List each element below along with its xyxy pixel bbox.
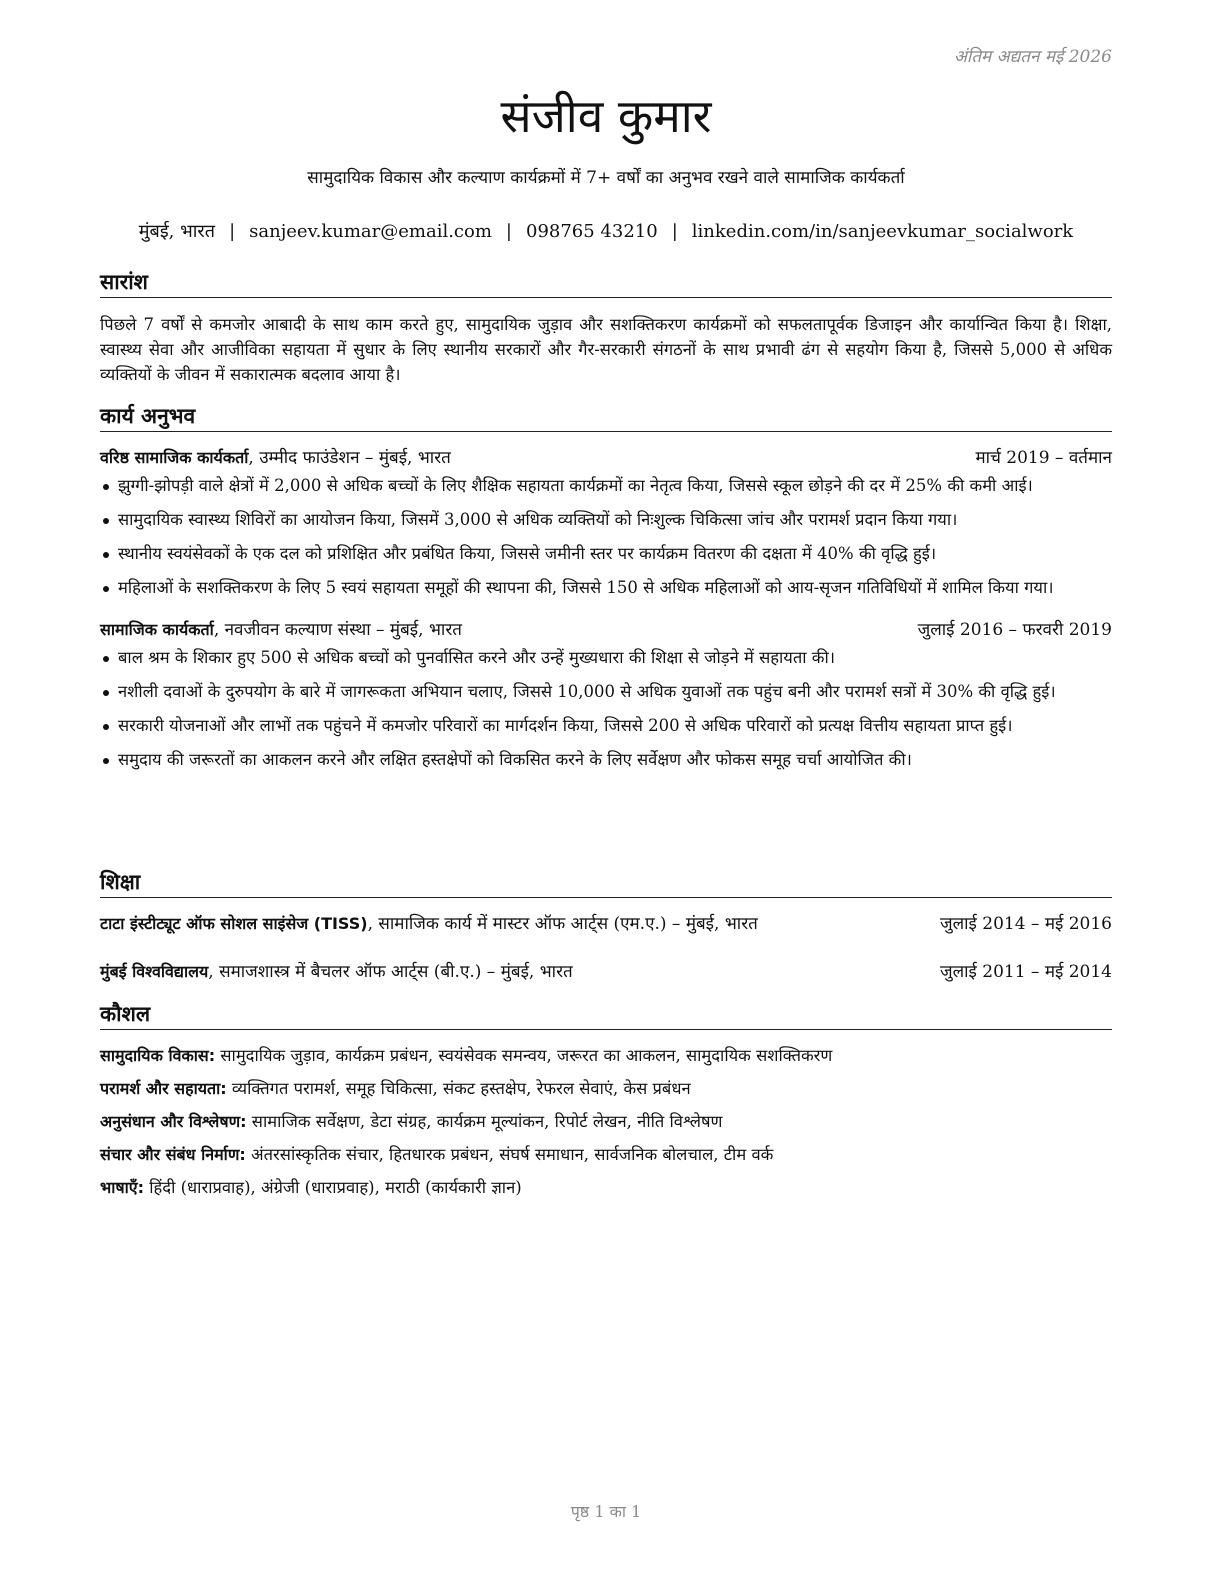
education-entry — [100, 960, 1112, 984]
education-dates: जुलाई 2014 – मई 2016 — [939, 914, 1112, 934]
section-title-skills: कौशल — [100, 1000, 1112, 1030]
education-section — [100, 868, 1112, 984]
skill-row — [100, 1143, 1112, 1167]
contact-email[interactable]: sanjeev.kumar@email.com — [249, 221, 492, 242]
section-title-experience: कार्य अनुभव — [100, 402, 1112, 432]
skill-label: परामर्श और सहायता: — [100, 1079, 227, 1098]
job-bullets — [100, 646, 1112, 772]
education-entry — [100, 912, 1112, 936]
skill-label: सामुदायिक विकास: — [100, 1046, 216, 1065]
job-bullet: सरकारी योजनाओं और लाभों तक पहुंचने में कमजोर परिवारों का मार्गदर्शन किया, जिससे 200 से अधिक परिवारों को प्रत्यक्ष वित्तीय सहायता प्राप्त हुई। — [100, 714, 1112, 738]
contact-linkedin[interactable]: linkedin.com/in/sanjeevkumar_socialwork — [691, 221, 1074, 242]
skill-row — [100, 1077, 1112, 1101]
job-header — [100, 446, 1112, 470]
education-institution: मुंबई विश्वविद्यालय — [100, 962, 209, 981]
skill-label: अनुसंधान और विश्लेषण: — [100, 1112, 247, 1131]
skill-value: अंतरसांस्कृतिक संचार, हितधारक प्रबंधन, संघर्ष समाधान, सार्वजनिक बोलचाल, टीम वर्क — [245, 1145, 774, 1164]
education-institution: टाटा इंस्टीट्यूट ऑफ सोशल साइंसेज (TISS) — [100, 914, 368, 933]
section-title-summary: सारांश — [100, 268, 1112, 298]
tagline: सामुदायिक विकास और कल्याण कार्यक्रमों में 7+ वर्षों का अनुभव रखने वाले सामाजिक कार्यकर्ता — [307, 168, 905, 188]
contact-phone: 098765 43210 — [526, 221, 658, 242]
skill-value: सामुदायिक जुड़ाव, कार्यक्रम प्रबंधन, स्वयंसेवक समन्वय, जरूरत का आकलन, सामुदायिक सशक्तिकरण — [215, 1046, 833, 1065]
job-dates: जुलाई 2016 – फरवरी 2019 — [917, 620, 1112, 640]
job-entry — [100, 618, 1112, 772]
resume-page — [100, 0, 1112, 1584]
education-dates: जुलाई 2011 – मई 2014 — [939, 962, 1112, 982]
skill-value: सामाजिक सर्वेक्षण, डेटा संग्रह, कार्यक्रम मूल्यांकन, रिपोर्ट लेखन, नीति विश्लेषण — [246, 1112, 723, 1131]
page-number: पृष्ठ 1 का 1 — [570, 1502, 642, 1521]
candidate-name: संजीव कुमार — [500, 89, 712, 143]
job-bullet: सामुदायिक स्वास्थ्य शिविरों का आयोजन किया, जिसमें 3,000 से अधिक व्यक्तियों को निःशुल्क चिकित्सा जांच और परामर्श प्रदान किया गया। — [100, 508, 1112, 532]
summary-section — [100, 268, 1112, 387]
education-inst-details — [100, 912, 758, 936]
contact-line — [100, 219, 1112, 245]
contact-separator: | — [229, 221, 236, 242]
job-bullet: नशीली दवाओं के दुरुपयोग के बारे में जागरूकता अभियान चलाए, जिससे 10,000 से अधिक युवाओं तक पहुंच बनी और परामर्श सत्रों में 30% की वृद्धि हुई। — [100, 680, 1112, 704]
skill-label: संचार और संबंध निर्माण: — [100, 1145, 246, 1164]
contact-separator: | — [505, 221, 512, 242]
skill-row — [100, 1044, 1112, 1068]
job-org: , नवजीवन कल्याण संस्था – मुंबई, भारत — [213, 620, 462, 640]
education-inst-details — [100, 960, 573, 984]
job-bullet: समुदाय की जरूरतों का आकलन करने और लक्षित हस्तक्षेपों को विकसित करने के लिए सर्वेक्षण और फोकस समूह चर्चा आयोजित की। — [100, 748, 1112, 772]
job-bullet: झुग्गी-झोपड़ी वाले क्षेत्रों में 2,000 से अधिक बच्चों के लिए शैक्षिक सहायता कार्यक्रमों का नेतृत्व किया, जिससे स्कूल छोड़ने की दर में 25% की कमी आई। — [100, 474, 1112, 498]
job-title: सामाजिक कार्यकर्ता — [100, 620, 214, 639]
last-updated: अंतिम अद्यतन मई 2026 — [953, 47, 1112, 67]
education-details: , समाजशास्त्र में बैचलर ऑफ आर्ट्स (बी.ए.) – मुंबई, भारत — [208, 962, 573, 982]
job-role-org — [100, 446, 451, 470]
job-bullet: महिलाओं के सशक्तिकरण के लिए 5 स्वयं सहायता समूहों की स्थापना की, जिससे 150 से अधिक महिलाओं को आय-सृजन गतिविधियों में शामिल किया गया। — [100, 576, 1112, 600]
job-title: वरिष्ठ सामाजिक कार्यकर्ता — [100, 448, 249, 467]
job-header — [100, 618, 1112, 642]
job-entry — [100, 446, 1112, 600]
job-dates: मार्च 2019 – वर्तमान — [975, 448, 1112, 468]
contact-separator: | — [671, 221, 678, 242]
skill-row — [100, 1176, 1112, 1200]
summary-text: पिछले 7 वर्षों से कमजोर आबादी के साथ काम करते हुए, सामुदायिक जुड़ाव और सशक्तिकरण कार्यक्रमों को सफलतापूर्वक डिजाइन और कार्यान्वित किया है। शिक्षा, स्वास्थ्य सेवा और आजीविका सहायता में सुधार के लिए स्थानीय सरकारों और गैर-सरकारी संगठनों के साथ प्रभावी ढंग से सहयोग किया है, जिससे 5,000 से अधिक व्यक्तियों के जीवन में सकारात्मक बदलाव आया है। — [100, 315, 1112, 384]
job-role-org — [100, 618, 462, 642]
skill-row — [100, 1110, 1112, 1134]
job-bullet: बाल श्रम के शिकार हुए 500 से अधिक बच्चों को पुनर्वासित करने और उन्हें मुख्यधारा की शिक्षा से जोड़ने में सहायता की। — [100, 646, 1112, 670]
job-bullet: स्थानीय स्वयंसेवकों के एक दल को प्रशिक्षित और प्रबंधित किया, जिससे जमीनी स्तर पर कार्यक्रम वितरण की दक्षता में 40% की वृद्धि हुई। — [100, 542, 1112, 566]
skills-list — [100, 1044, 1112, 1200]
section-title-education: शिक्षा — [100, 868, 1112, 898]
job-bullets — [100, 474, 1112, 600]
education-details: , सामाजिक कार्य में मास्टर ऑफ आर्ट्स (एम.ए.) – मुंबई, भारत — [367, 914, 758, 934]
experience-section — [100, 402, 1112, 782]
skill-label: भाषाएँ: — [100, 1178, 145, 1197]
contact-location: मुंबई, भारत — [138, 221, 216, 242]
skill-value: हिंदी (धाराप्रवाह), अंग्रेजी (धाराप्रवाह), मराठी (कार्यकारी ज्ञान) — [144, 1178, 522, 1197]
skill-value: व्यक्तिगत परामर्श, समूह चिकित्सा, संकट हस्तक्षेप, रेफरल सेवाएं, केस प्रबंधन — [226, 1079, 691, 1098]
skills-section — [100, 1000, 1112, 1209]
job-org: , उम्मीद फाउंडेशन – मुंबई, भारत — [248, 448, 451, 468]
